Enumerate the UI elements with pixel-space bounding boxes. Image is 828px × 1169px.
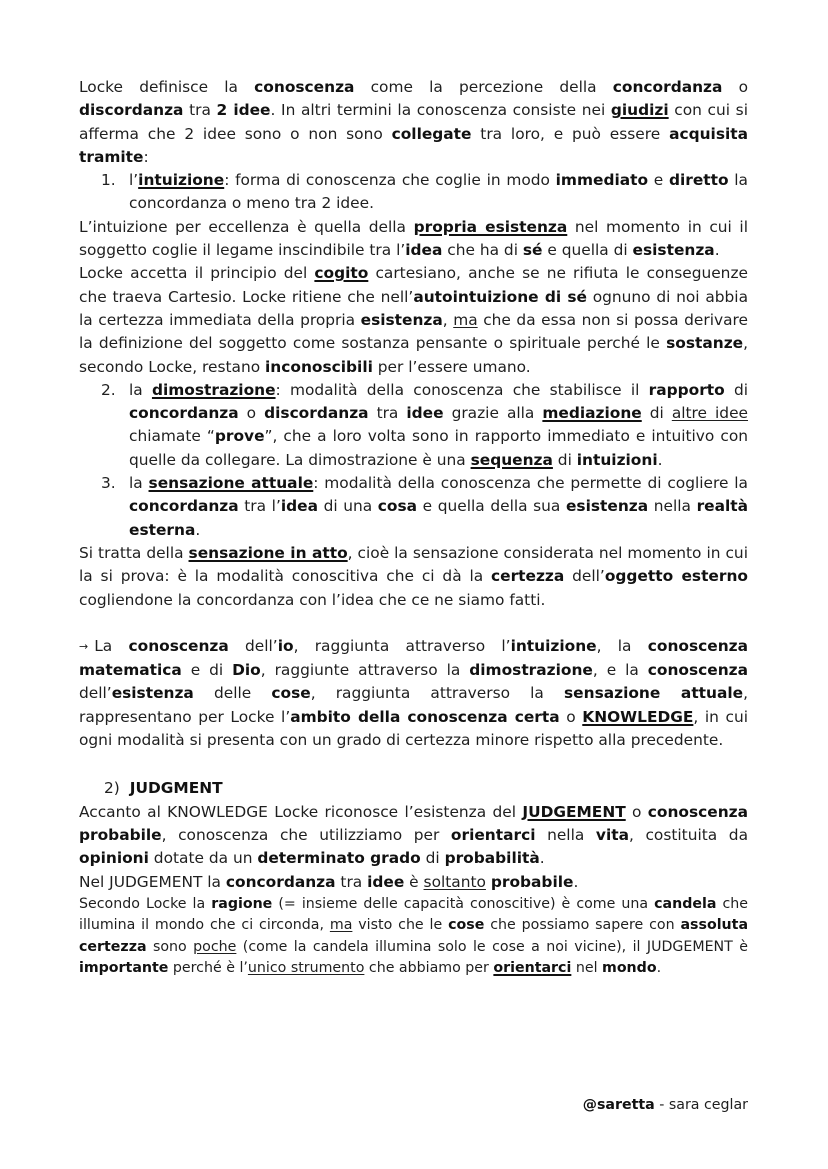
text-run: l’ (129, 171, 139, 190)
underlined-text: unico strumento (247, 960, 365, 977)
text-run: dell’ (228, 636, 278, 655)
text-run: cogliendone la concordanza con l’idea che ce ne siamo fatti. (79, 590, 546, 609)
key-term: vita (595, 825, 629, 844)
key-term: idee (406, 404, 444, 423)
underlined-text: ma (329, 917, 353, 934)
key-term-underlined: propria esistenza (413, 217, 568, 236)
key-term: oggetto esterno (604, 567, 748, 586)
text-run: la (129, 380, 152, 399)
text-run: ognuno di noi abbia la certezza immediata della propria (79, 287, 749, 329)
key-term: inconoscibili (265, 357, 373, 376)
key-term: sé (522, 241, 543, 260)
key-term: concordanza (612, 78, 723, 96)
key-term: ragione (211, 895, 273, 912)
text-run: , conoscenza che utilizziamo per (161, 825, 451, 844)
paragraph-candela (79, 894, 748, 980)
key-term: 2 idee (216, 101, 271, 120)
key-term-underlined: sensazione attuale (148, 474, 314, 493)
key-term: concordanza (129, 497, 239, 516)
paragraph-sensazione-in-atto (79, 542, 748, 612)
key-term-underlined: cogito (314, 264, 369, 283)
text-run: , cioè la sensazione considerata nel momento in cui la si prova: è la modalità conoscitiva che ci dà la (79, 543, 748, 586)
key-term: conoscenza (647, 661, 748, 680)
spacer (79, 752, 748, 775)
text-run: . (656, 960, 662, 977)
section-heading (79, 777, 748, 800)
spacer (79, 612, 748, 635)
text-run: nella (535, 825, 596, 844)
key-term: discordanza (79, 101, 184, 120)
key-term: importante (79, 960, 169, 977)
text-run: che ha di (442, 241, 523, 260)
key-term: probabilità (444, 849, 540, 868)
paragraph-judgement (79, 801, 748, 871)
text-run: , raggiunta attraverso l’ (293, 636, 511, 655)
paragraph-knowledge-summary (79, 635, 748, 752)
text-run: , raggiunte attraverso la (260, 661, 470, 680)
text-run: : (143, 147, 149, 166)
key-term: intuizione (510, 636, 597, 655)
key-term: io (277, 636, 294, 655)
key-term: Dio (232, 661, 261, 680)
text-run: di una (317, 497, 378, 516)
key-term: esistenza (360, 310, 443, 329)
text-run: o (559, 707, 583, 726)
text-run: Si tratta della (79, 543, 189, 562)
key-term: idea (405, 241, 443, 260)
text-run: come la percezione della (354, 78, 613, 96)
text-run: che da essa non si possa derivare la definizione del soggetto come sostanza pensante o spirituale perché le (79, 310, 748, 353)
text-run: e di (181, 661, 233, 680)
key-term: cose (448, 917, 485, 934)
section-number: 2) (104, 779, 120, 798)
text-run: cartesiano, anche se ne rifiuta le conseguenze che traeva Cartesio. Locke ritiene che nell’ (79, 264, 748, 306)
text-run: , la (596, 636, 648, 655)
text-run: e quella di (542, 241, 633, 260)
text-run: per l’essere umano. (372, 357, 531, 376)
text-run: è (404, 872, 424, 891)
key-term: sensazione attuale (564, 684, 744, 703)
key-term: conoscenza matematica (79, 636, 748, 680)
key-term: cosa (377, 497, 418, 516)
footer-author: sara ceglar (668, 1097, 748, 1113)
key-term: concordanza (225, 872, 336, 891)
key-term: idea (280, 497, 318, 516)
key-term: immediato (555, 171, 649, 190)
key-term: esistenza (632, 241, 715, 260)
text-run: ”, che a loro volta sono in rapporto immediato e intuitivo con quelle da collegare. La dimostrazione è una (129, 427, 748, 469)
text-run: tra (335, 872, 368, 891)
list-item-sensazione (79, 472, 748, 542)
list-item-dimostrazione (79, 379, 748, 472)
underlined-text: ma (453, 310, 478, 329)
key-term: mondo (602, 960, 657, 977)
key-term: sostanze (666, 334, 744, 353)
text-run: e (648, 171, 669, 190)
text-run: dell’ (79, 684, 112, 703)
document-body (79, 76, 748, 979)
key-term: realtà esterna (129, 497, 748, 539)
text-run: dell’ (564, 567, 605, 586)
text-run: : modalità della conoscenza che stabilisce il (275, 380, 649, 399)
list-item-text (129, 474, 748, 539)
key-term-underlined: mediazione (542, 404, 642, 423)
key-term: conoscenza (254, 78, 355, 96)
text-run: Accanto al KNOWLEDGE Locke riconosce l’esistenza del (79, 802, 523, 821)
text-run: chiamate “ (129, 427, 215, 446)
summary-text (79, 637, 748, 749)
key-term: rapporto (648, 380, 725, 399)
key-term: ambito della conoscenza certa (290, 707, 560, 726)
list-item-intuizione (79, 169, 748, 216)
text-run: Secondo Locke la (79, 895, 212, 912)
key-term: determinato grado (257, 849, 421, 868)
paragraph-definition (79, 76, 748, 169)
key-term-underlined: dimostrazione (151, 380, 276, 399)
text-run: . (195, 520, 201, 539)
text-run: Nel JUDGEMENT la (79, 872, 226, 891)
text-run: o (722, 78, 749, 96)
key-term-underlined: JUDGEMENT (522, 802, 626, 821)
key-term-underlined: orientarci (493, 960, 572, 977)
text-run: nel momento in cui il soggetto coglie il legame inscindibile tra l’ (79, 217, 748, 260)
key-term: collegate (391, 124, 472, 143)
key-term: autointuizione di sé (413, 287, 587, 306)
key-term: discordanza (264, 404, 369, 423)
text-run: : modalità della conoscenza che permette di cogliere la (313, 474, 748, 493)
underlined-text: poche (193, 938, 237, 955)
text-run: nel (571, 960, 603, 977)
text-run: tra l’ (238, 497, 281, 516)
text-run: perché è l’ (168, 960, 248, 977)
text-run: Locke definisce la (79, 78, 255, 96)
footer-credit (583, 1097, 748, 1113)
text-run: o (238, 404, 265, 423)
text-run: di (724, 380, 748, 399)
text-run: . (539, 849, 545, 868)
key-term-underlined: sensazione in atto (188, 543, 348, 562)
key-term: certezza (491, 567, 565, 586)
text-run: La (94, 636, 129, 655)
key-term: esistenza (565, 497, 649, 516)
text-run: grazie alla (443, 404, 543, 423)
text-run: , in cui ogni modalità si presenta con un grado di certezza minore rispetto alla precedente. (79, 707, 749, 750)
text-run: . (714, 241, 720, 260)
key-term: opinioni (79, 849, 149, 868)
text-run: con cui si afferma che 2 idee sono o non sono (79, 101, 748, 143)
list-number: 1. (101, 171, 116, 190)
footer-separator: - (654, 1097, 669, 1113)
text-run: che possiamo sapere con (484, 917, 681, 934)
text-run: , e la (592, 661, 648, 680)
text-run: di (420, 849, 445, 868)
key-term-underlined: KNOWLEDGE (582, 707, 694, 726)
text-run: tra (368, 404, 407, 423)
key-term: intuizioni (576, 450, 658, 469)
key-term-underlined: sequenza (470, 450, 553, 469)
text-run: che abbiamo per (364, 960, 494, 977)
text-run: Locke accetta il principio del (79, 264, 315, 283)
key-term: assoluta certezza (79, 917, 749, 955)
key-term: idee (367, 872, 405, 891)
text-run: visto che le (352, 917, 449, 934)
footer-handle: @saretta (582, 1097, 655, 1113)
key-term: diretto (668, 171, 729, 190)
text-run: che illumina il mondo che ci circonda, (79, 895, 749, 934)
key-term: orientarci (450, 825, 536, 844)
list-item-text (129, 381, 748, 469)
underlined-text: altre idee (671, 404, 749, 423)
text-run: sono (146, 938, 194, 955)
paragraph-cogito (79, 262, 748, 378)
text-run: delle (193, 684, 272, 703)
key-term: probabile (490, 872, 574, 891)
text-run: tra (183, 101, 217, 120)
text-run: . In altri termini la conoscenza consiste nei (270, 101, 611, 120)
key-term: cose (271, 684, 311, 703)
arrow-icon: → (79, 639, 89, 653)
text-run: , secondo Locke, restano (79, 334, 748, 376)
key-term: conoscenza probabile (79, 802, 749, 844)
text-run: e quella della sua (417, 497, 566, 516)
key-term: acquisita tramite (79, 124, 748, 166)
text-run: : forma di conoscenza che coglie in modo (224, 171, 556, 190)
key-term: conoscenza (128, 636, 229, 655)
key-term: prove (214, 427, 265, 446)
paragraph-judgement-probabile (79, 871, 748, 894)
text-run: o (625, 802, 648, 821)
list-item-text (129, 171, 748, 212)
key-term: esistenza (111, 684, 194, 703)
key-term: candela (654, 895, 717, 912)
text-run: . (573, 872, 579, 891)
text-run: la concordanza o meno tra 2 idee. (129, 171, 748, 213)
text-run: nella (648, 497, 697, 516)
key-term-underlined: giudizi (610, 101, 669, 120)
list-number: 2. (101, 380, 116, 399)
key-term-underlined: intuizione (138, 171, 225, 190)
text-run: di (641, 404, 672, 423)
text-run: , raggiunta attraverso la (310, 684, 565, 703)
text-run: la (129, 474, 149, 493)
text-run: , (442, 310, 454, 329)
text-run: . (657, 450, 663, 469)
text-run: tra loro, e può essere (471, 124, 670, 143)
key-term: dimostrazione (469, 661, 593, 680)
text-run: , costituita da (628, 825, 749, 844)
text-run: L’intuizione per eccellenza è quella della (79, 217, 414, 236)
text-run: dotate da un (148, 849, 258, 868)
text-run: (come la candela illumina solo le cose a noi vicine), il JUDGEMENT è (236, 938, 749, 955)
text-run: di (552, 450, 577, 469)
key-term: concordanza (129, 404, 239, 423)
paragraph-intuizione-esistenza (79, 216, 748, 263)
section-title: JUDGMENT (129, 779, 223, 798)
underlined-text: soltanto (423, 872, 486, 891)
text-run: (= insieme delle capacità conoscitive) è come una (272, 895, 655, 912)
list-number: 3. (101, 474, 116, 493)
text-run: , rappresentano per Locke l’ (79, 684, 748, 726)
